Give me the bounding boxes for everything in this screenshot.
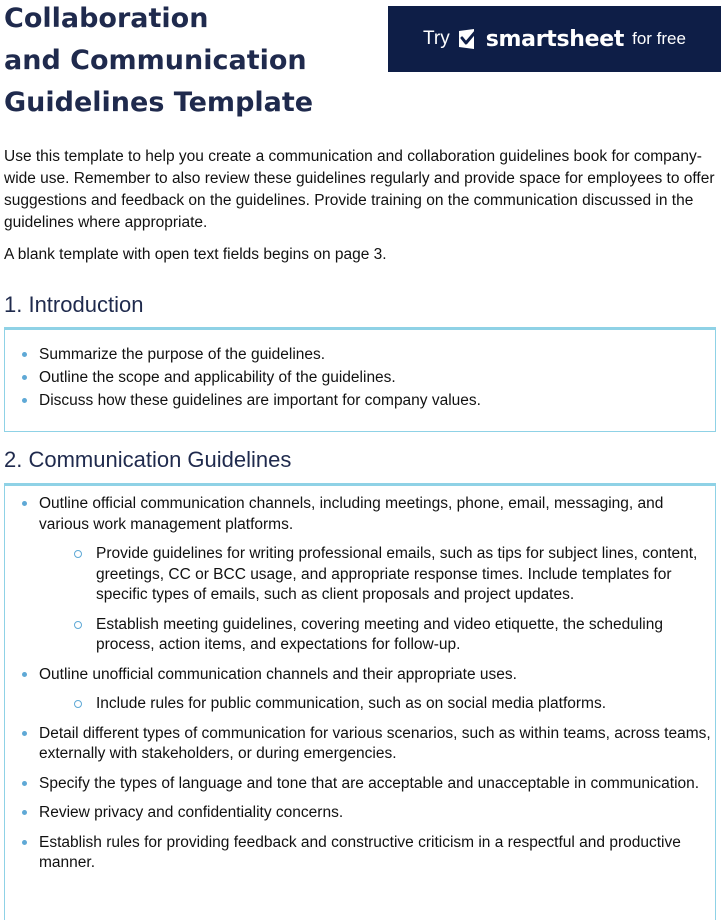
- list-item: Outline the scope and applicability of the guidelines.: [5, 368, 715, 389]
- section-box-communication-guidelines: [4, 483, 716, 920]
- title-line-3: Guidelines Template: [4, 87, 314, 118]
- section-box-introduction: [4, 327, 716, 432]
- try-smartsheet-banner[interactable]: [388, 6, 721, 72]
- smartsheet-check-logo-icon: [458, 28, 478, 50]
- list-item: [5, 665, 715, 715]
- sub-list-item: Establish meeting guidelines, covering meeting and video etiquette, the scheduling process, action items, and expectations for follow-up.: [39, 615, 715, 656]
- list-item-text: Outline unofficial communication channels and their appropriate uses.: [39, 665, 517, 683]
- list-item: Review privacy and confidentiality concerns.: [5, 803, 715, 824]
- page-title: [4, 0, 374, 124]
- section-heading-communication-guidelines: 2. Communication Guidelines: [4, 447, 292, 472]
- title-line-1: Collaboration: [4, 3, 209, 34]
- list-item: Specify the types of language and tone that are acceptable and unacceptable in communication.: [5, 774, 715, 795]
- sub-list-item: Include rules for public communication, such as on social media platforms.: [39, 694, 715, 715]
- ad-suffix-text: for free: [632, 29, 686, 48]
- section-heading-introduction: 1. Introduction: [4, 292, 144, 317]
- sub-list-item: Provide guidelines for writing professional emails, such as tips for subject lines, content, greetings, CC or BCC usage, and appropriate response times. Include templates for specific types of emails, such as client proposals and project updates.: [39, 544, 715, 606]
- blank-template-note: A blank template with open text fields begins on page 3.: [4, 246, 387, 263]
- sub-list: [39, 694, 715, 715]
- list-item: Summarize the purpose of the guidelines.: [5, 345, 715, 366]
- list-item: Detail different types of communication for various scenarios, such as within teams, across teams, externally with stakeholders, or during emergencies.: [5, 724, 715, 765]
- title-line-2: and Communication: [4, 45, 307, 76]
- ad-brand-text: smartsheet: [485, 26, 625, 52]
- sub-list: [39, 544, 715, 656]
- intro-paragraph: Use this template to help you create a communication and collaboration guidelines book for company-wide use. Remember to also review these guidelines regularly and provide space for employees to offer suggestions and feedback on the guidelines. Provide training on the communication discussed in the guidelines where appropriate.: [4, 148, 715, 231]
- list-item-text: Outline official communication channels, including meetings, phone, email, messaging, and various work management platforms.: [39, 495, 664, 533]
- list-item: Establish rules for providing feedback and constructive criticism in a respectful and productive manner.: [5, 833, 715, 874]
- introduction-list: [5, 345, 715, 412]
- list-item: [5, 494, 715, 656]
- communication-guidelines-list: [5, 494, 715, 874]
- ad-try-text: Try: [423, 28, 450, 49]
- list-item: Discuss how these guidelines are important for company values.: [5, 391, 715, 412]
